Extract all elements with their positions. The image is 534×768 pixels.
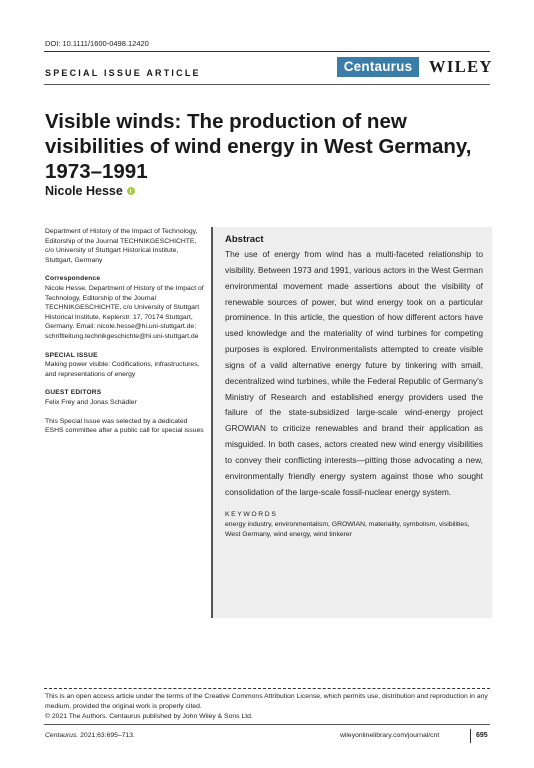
footer-rule [44,724,490,725]
abstract-box [211,227,492,618]
correspondence-label: Correspondence [45,275,101,283]
author-name[interactable]: Nicole Hesse [45,184,123,198]
footer-journal: Centaurus. [45,732,79,739]
section-rule [44,84,490,85]
special-issue-text: Making power visible: Codifications, infrastructures, and representations of energy [45,361,200,378]
license-notice [45,692,493,723]
correspondence-block [45,274,205,341]
keywords-text: energy industry, environmentalism, GROWIAN, materiality, symbolism, visibilities, West Germany, wind energy, wind tinkerer [225,520,470,538]
guest-editors-block [45,388,205,407]
selection-note: This Special Issue was selected by a dedicated ESHS committee after a public call for special issues [45,417,204,435]
footer-citation [45,732,135,739]
orcid-icon[interactable] [127,187,135,195]
keywords-heading: KEYWORDS [225,510,278,518]
copyright-text: © 2021 The Authors. Centaurus published by John Wiley & Sons Ltd. [45,713,253,721]
special-issue-block [45,351,205,380]
footer-separator [470,729,471,743]
license-text: This is an open access article under the terms of the Creative Commons Attribution License, which permits use, distribution and reproduction in any medium, provided the original work is properly cited. [45,693,488,711]
page-number: 695 [476,732,488,739]
guest-editors-text: Felix Frey and Jonas Schädler [45,398,137,406]
affiliation: Department of History of the Impact of Technology, Editorship of the Journal TECHNIKGESCHICHTE, c/o University of Stuttgart Historical Institute, Stuttgart, Germany [45,228,198,264]
journal-logo[interactable]: Centaurus [337,57,419,77]
article-type: SPECIAL ISSUE ARTICLE [45,68,201,78]
footnote-rule [44,688,490,689]
article-info-column [45,227,205,445]
abstract-text: The use of energy from wind has a multi-faceted relationship to visibility. Between 1973 and 1991, various actors in the West German environmental movement made assertions about the visibility of renewable sources of power, but wind energy took on a particular prominence. In this article, the question of how different actors have used knowledge and the materiality of wind turbines for competing purposes is explored. Environmentalists attempted to create visible signs of a valid alternative energy future by tinkering with small, decentralized wind turbines, while the Federal Republic of Germany's Ministry of Research and established energy providers used the failure of the state-subsidized large-scale wind-energy project GROWIAN to criticize renewables and brand their application as misguided. In both cases, actors created new wind energy visibilities to convey their conflicting interests—pitting those advocating a new, environmentally friendly energy system against those who sought consolidation of the large-scale fossil-nuclear energy system. [225,249,483,497]
footer-url[interactable]: wileyonlinelibrary.com/journal/cnt [340,732,440,739]
correspondence-text: Nicole Hesse, Department of History of the Impact of Technology, Editorship of the Journal TECHNIKGESCHICHTE, c/o University of Stuttgart Historical Institute, Keplerstr. 17, 70174 Stuttgart, Germany. Email: nicole.hesse@hi.uni-stuttgart.de; schriftleitung.technikgeschichte@hi.uni-stuttgart.de [45,284,204,340]
abstract-heading: Abstract [225,234,264,245]
header-rule [44,51,490,52]
footer-citation-text: 2021;63:695–713. [80,732,135,739]
author-row [45,184,135,198]
doi[interactable]: DOI: 10.1111/1600-0498.12420 [45,39,149,48]
publisher-logo[interactable]: WILEY [429,57,493,76]
guest-editors-label: GUEST EDITORS [45,389,102,397]
article-title: Visible winds: The production of new visibilities of wind energy in West Germany, 1973–1991 [45,110,472,183]
special-issue-label: SPECIAL ISSUE [45,351,98,359]
